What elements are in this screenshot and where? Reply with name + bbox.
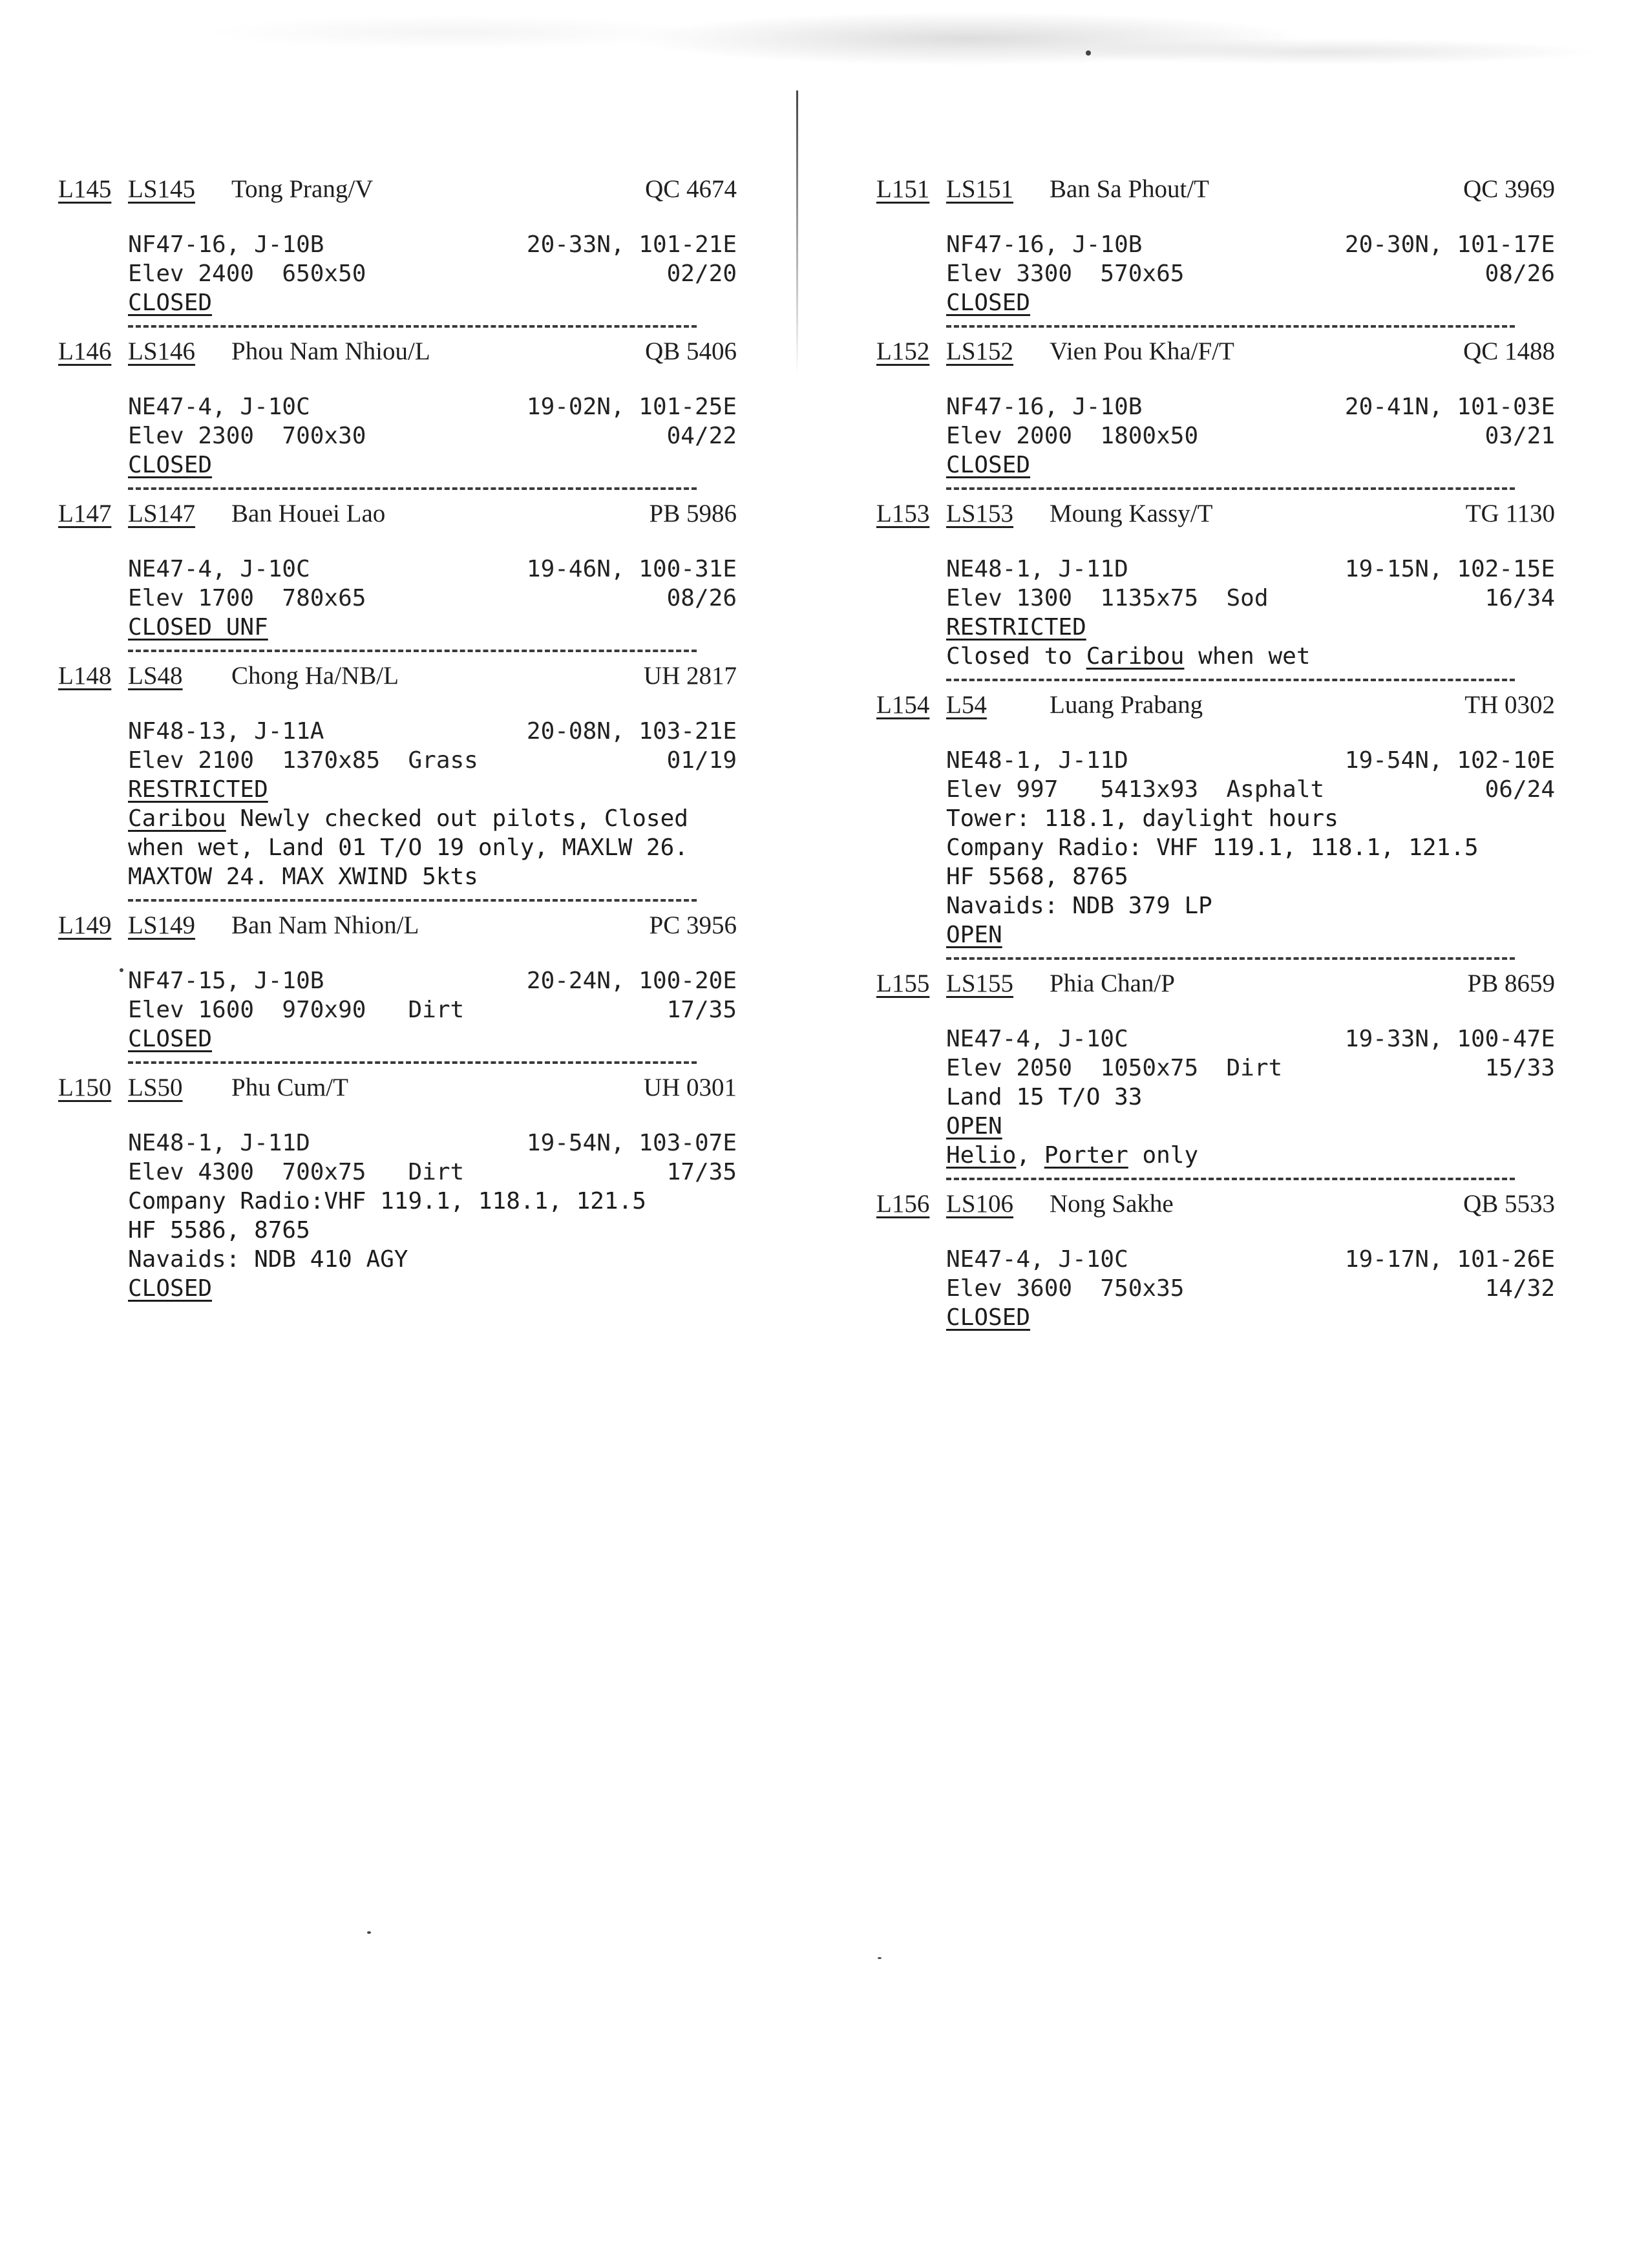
entry-header xyxy=(58,499,737,542)
status-text: OPEN xyxy=(946,1113,1002,1139)
right-column xyxy=(876,175,1555,1332)
entry-details xyxy=(876,542,1555,671)
coordinates: 20-24N, 100-20E xyxy=(526,968,737,994)
grid-reference: UH 0301 xyxy=(643,1074,737,1101)
entry-header xyxy=(876,969,1555,1012)
entry-details xyxy=(876,1232,1555,1332)
coordinates: 20-08N, 103-21E xyxy=(526,718,737,745)
site-number: L147 xyxy=(58,500,112,527)
airstrip-entry xyxy=(876,499,1555,681)
chart-reference: NF47-16, J-10B xyxy=(946,394,1143,420)
elevation-line xyxy=(128,995,737,1024)
chart-coords-line xyxy=(946,746,1555,775)
entry-details xyxy=(58,217,737,317)
dashed-separator xyxy=(946,1178,1515,1180)
entry-details xyxy=(58,704,737,891)
entry-details xyxy=(876,1012,1555,1170)
ls-number: LS151 xyxy=(946,175,1014,203)
runway-headings: 16/34 xyxy=(1484,585,1555,611)
dashed-separator xyxy=(946,325,1515,328)
dashed-separator xyxy=(128,650,697,652)
runway-headings: 08/26 xyxy=(666,585,737,611)
elevation-line xyxy=(946,1054,1555,1083)
coordinates: 19-17N, 101-26E xyxy=(1344,1246,1555,1273)
entry-details xyxy=(876,733,1555,949)
remark-text: MAXTOW 24. MAX XWIND 5kts xyxy=(128,864,478,890)
remark-text: Helio, Porter only xyxy=(946,1142,1199,1169)
dashed-separator xyxy=(128,325,697,328)
chart-reference: NF47-16, J-10B xyxy=(128,231,324,258)
entry-details xyxy=(58,379,737,480)
site-number: L145 xyxy=(58,175,112,203)
elevation-line xyxy=(128,746,737,775)
status-text: CLOSED xyxy=(128,1026,213,1052)
site-name: Phu Cum/T xyxy=(231,1074,348,1101)
runway-headings: 06/24 xyxy=(1484,776,1555,803)
runway-headings: 08/26 xyxy=(1484,260,1555,287)
site-number: L152 xyxy=(876,337,930,365)
runway-headings: 15/33 xyxy=(1484,1055,1555,1081)
airstrip-entry xyxy=(876,690,1555,960)
ls-number: LS155 xyxy=(946,970,1014,997)
grid-reference: QC 4674 xyxy=(645,175,737,203)
status-text: CLOSED xyxy=(128,1275,213,1302)
ls-number: LS106 xyxy=(946,1190,1014,1218)
chart-reference: NE47-4, J-10C xyxy=(946,1246,1128,1273)
airstrip-entry xyxy=(58,499,737,652)
entry-details xyxy=(876,217,1555,317)
coordinates: 20-33N, 101-21E xyxy=(526,231,737,258)
dashed-separator xyxy=(128,899,697,902)
ls-number: LS48 xyxy=(128,662,183,690)
site-number: L146 xyxy=(58,337,112,365)
site-name: Phia Chan/P xyxy=(1050,970,1175,997)
dashed-separator xyxy=(946,679,1515,681)
grid-reference: PC 3956 xyxy=(649,911,737,939)
elevation-line xyxy=(128,1158,737,1187)
chart-coords-line xyxy=(946,1245,1555,1274)
grid-reference: TG 1130 xyxy=(1465,500,1555,527)
status-text: CLOSED UNF xyxy=(128,614,268,641)
runway-headings: 02/20 xyxy=(666,260,737,287)
chart-reference: NF47-16, J-10B xyxy=(946,231,1143,258)
scan-speck xyxy=(878,1957,882,1959)
runway-headings: 17/35 xyxy=(666,997,737,1023)
remark-text: Navaids: NDB 410 AGY xyxy=(128,1246,408,1273)
elevation-dimensions: Elev 1300 1135x75 Sod xyxy=(946,585,1269,611)
remark-text: Caribou Newly checked out pilots, Closed xyxy=(128,805,688,832)
chart-reference: NE48-1, J-11D xyxy=(946,556,1128,582)
ls-number: LS153 xyxy=(946,500,1014,527)
runway-headings: 04/22 xyxy=(666,423,737,449)
elevation-dimensions: Elev 4300 700x75 Dirt xyxy=(128,1159,465,1185)
airstrip-entry xyxy=(876,969,1555,1180)
site-name: Ban Sa Phout/T xyxy=(1050,175,1210,203)
dashed-separator xyxy=(128,1061,697,1064)
entry-header xyxy=(876,1189,1555,1232)
site-name: Phou Nam Nhiou/L xyxy=(231,337,430,365)
site-name: Ban Nam Nhion/L xyxy=(231,911,419,939)
status-text: CLOSED xyxy=(946,452,1031,478)
entry-header xyxy=(876,175,1555,217)
chart-coords-line xyxy=(946,230,1555,259)
site-number: L151 xyxy=(876,175,930,203)
left-column xyxy=(58,175,737,1303)
status-text: CLOSED xyxy=(128,290,213,316)
airstrip-entry xyxy=(876,1189,1555,1332)
status-text: RESTRICTED xyxy=(128,776,268,803)
entry-details xyxy=(58,1116,737,1303)
entry-details xyxy=(876,379,1555,480)
grid-reference: QB 5533 xyxy=(1463,1190,1555,1218)
elevation-dimensions: Elev 2100 1370x85 Grass xyxy=(128,747,478,774)
coordinates: 19-33N, 100-47E xyxy=(1344,1026,1555,1052)
airstrip-entry xyxy=(876,175,1555,328)
entry-details xyxy=(58,542,737,642)
airstrip-entry xyxy=(58,1073,737,1303)
elevation-line xyxy=(946,584,1555,613)
coordinates: 19-54N, 103-07E xyxy=(526,1130,737,1156)
status-text: CLOSED xyxy=(946,1304,1031,1331)
grid-reference: PB 8659 xyxy=(1467,970,1555,997)
chart-coords-line xyxy=(128,392,737,421)
coordinates: 19-54N, 102-10E xyxy=(1344,747,1555,774)
entry-header xyxy=(58,337,737,379)
elevation-line xyxy=(946,775,1555,804)
elevation-line xyxy=(946,259,1555,288)
chart-reference: NE48-1, J-11D xyxy=(946,747,1128,774)
runway-headings: 03/21 xyxy=(1484,423,1555,449)
site-number: L153 xyxy=(876,500,930,527)
ls-number: LS145 xyxy=(128,175,196,203)
entry-header xyxy=(876,499,1555,542)
entry-header xyxy=(876,690,1555,733)
elevation-dimensions: Elev 3600 750x35 xyxy=(946,1275,1185,1302)
elevation-dimensions: Elev 997 5413x93 Asphalt xyxy=(946,776,1325,803)
site-name: Ban Houei Lao xyxy=(231,500,386,527)
airstrip-entry xyxy=(876,337,1555,490)
chart-reference: NE47-4, J-10C xyxy=(946,1026,1128,1052)
elevation-dimensions: Elev 2000 1800x50 xyxy=(946,423,1199,449)
grid-reference: TH 0302 xyxy=(1464,691,1555,719)
coordinates: 20-41N, 101-03E xyxy=(1344,394,1555,420)
site-name: Moung Kassy/T xyxy=(1050,500,1213,527)
ls-number: LS149 xyxy=(128,911,196,939)
dashed-separator xyxy=(946,487,1515,490)
ls-number: LS147 xyxy=(128,500,196,527)
coordinates: 19-15N, 102-15E xyxy=(1344,556,1555,582)
elevation-dimensions: Elev 3300 570x65 xyxy=(946,260,1185,287)
elevation-dimensions: Elev 1700 780x65 xyxy=(128,585,366,611)
status-text: CLOSED xyxy=(946,290,1031,316)
scan-speck xyxy=(1086,50,1091,56)
chart-coords-line xyxy=(946,1024,1555,1054)
elevation-line xyxy=(128,421,737,450)
remark-text: Company Radio: VHF 119.1, 118.1, 121.5 xyxy=(946,834,1479,861)
status-text: OPEN xyxy=(946,922,1002,948)
dashed-separator xyxy=(128,487,697,490)
site-number: L148 xyxy=(58,662,112,690)
remark-text: Closed to Caribou when wet xyxy=(946,643,1311,670)
remark-text: Land 15 T/O 33 xyxy=(946,1084,1143,1110)
airstrip-entry xyxy=(58,175,737,328)
remark-text: when wet, Land 01 T/O 19 only, MAXLW 26. xyxy=(128,834,688,861)
entry-header xyxy=(58,661,737,704)
chart-reference: NE47-4, J-10C xyxy=(128,556,310,582)
chart-coords-line xyxy=(128,717,737,746)
elevation-dimensions: Elev 2300 700x30 xyxy=(128,423,366,449)
remark-text: HF 5568, 8765 xyxy=(946,864,1128,890)
entry-details xyxy=(58,953,737,1054)
elevation-line xyxy=(128,259,737,288)
runway-headings: 01/19 xyxy=(666,747,737,774)
chart-reference: NE48-1, J-11D xyxy=(128,1130,310,1156)
entry-header xyxy=(58,175,737,217)
elevation-line xyxy=(946,1274,1555,1303)
ls-number: LS152 xyxy=(946,337,1014,365)
site-number: L156 xyxy=(876,1190,930,1218)
site-name: Luang Prabang xyxy=(1050,691,1203,719)
runway-headings: 17/35 xyxy=(666,1159,737,1185)
ls-number: LS50 xyxy=(128,1074,183,1101)
entry-header xyxy=(58,1073,737,1116)
coordinates: 19-02N, 101-25E xyxy=(526,394,737,420)
elevation-dimensions: Elev 2400 650x50 xyxy=(128,260,366,287)
site-name: Tong Prang/V xyxy=(231,175,374,203)
chart-coords-line xyxy=(946,392,1555,421)
site-name: Nong Sakhe xyxy=(1050,1190,1174,1218)
airstrip-entry xyxy=(58,337,737,490)
dashed-separator xyxy=(946,957,1515,960)
chart-coords-line xyxy=(128,230,737,259)
site-number: L154 xyxy=(876,691,930,719)
entry-header xyxy=(58,911,737,953)
grid-reference: QC 1488 xyxy=(1463,337,1555,365)
chart-reference: NE47-4, J-10C xyxy=(128,394,310,420)
remark-text: HF 5586, 8765 xyxy=(128,1217,310,1244)
entry-header xyxy=(876,337,1555,379)
site-name: Chong Ha/NB/L xyxy=(231,662,399,690)
elevation-dimensions: Elev 1600 970x90 Dirt xyxy=(128,997,465,1023)
grid-reference: PB 5986 xyxy=(649,500,737,527)
airstrip-entry xyxy=(58,661,737,902)
chart-coords-line xyxy=(128,1129,737,1158)
elevation-dimensions: Elev 2050 1050x75 Dirt xyxy=(946,1055,1283,1081)
elevation-line xyxy=(946,421,1555,450)
scan-speck xyxy=(367,1931,371,1934)
airstrip-entry xyxy=(58,911,737,1064)
site-number: L150 xyxy=(58,1074,112,1101)
coordinates: 20-30N, 101-17E xyxy=(1344,231,1555,258)
chart-reference: NF48-13, J-11A xyxy=(128,718,324,745)
status-text: RESTRICTED xyxy=(946,614,1086,641)
chart-coords-line xyxy=(128,966,737,995)
chart-coords-line xyxy=(946,555,1555,584)
scan-top-noise xyxy=(0,0,1648,116)
remark-text: Tower: 118.1, daylight hours xyxy=(946,805,1338,832)
elevation-line xyxy=(128,584,737,613)
ls-number: L54 xyxy=(946,691,987,719)
status-text: CLOSED xyxy=(128,452,213,478)
grid-reference: QC 3969 xyxy=(1463,175,1555,203)
chart-coords-line xyxy=(128,555,737,584)
coordinates: 19-46N, 100-31E xyxy=(526,556,737,582)
remark-text: Navaids: NDB 379 LP xyxy=(946,893,1212,919)
grid-reference: UH 2817 xyxy=(643,662,737,690)
site-number: L155 xyxy=(876,970,930,997)
remark-text: Company Radio:VHF 119.1, 118.1, 121.5 xyxy=(128,1188,646,1214)
site-number: L149 xyxy=(58,911,112,939)
chart-reference: NF47-15, J-10B xyxy=(128,968,324,994)
ls-number: LS146 xyxy=(128,337,196,365)
site-name: Vien Pou Kha/F/T xyxy=(1050,337,1234,365)
page-fold-line xyxy=(796,90,798,375)
grid-reference: QB 5406 xyxy=(645,337,737,365)
runway-headings: 14/32 xyxy=(1484,1275,1555,1302)
